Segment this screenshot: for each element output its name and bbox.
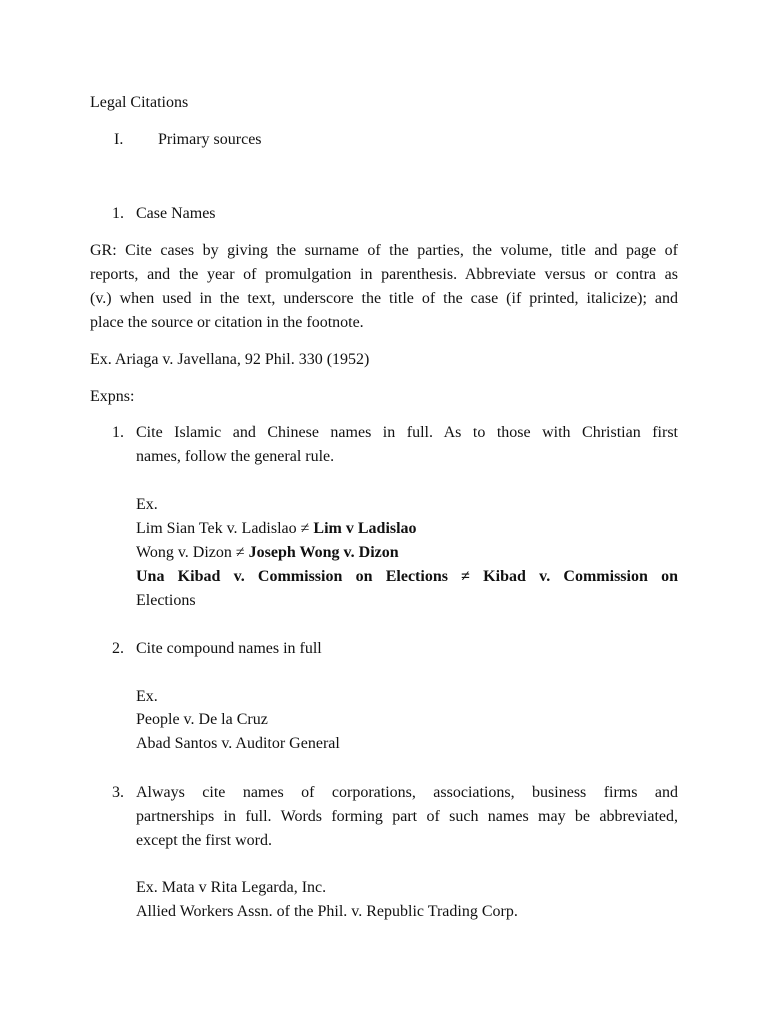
- exception-text: Cite compound names in full: [136, 640, 322, 657]
- general-rule-line: reports, and the year of promulgation in parenthesis. Abbreviate versus or contra as: [90, 266, 678, 283]
- exception-text: [136, 421, 678, 469]
- exception-number: 1.: [112, 424, 124, 441]
- example-line: Una Kibad v. Commission on Elections ≠ Kibad v. Commission on: [136, 568, 678, 585]
- example-incorrect-form: Lim v Ladislao: [313, 520, 417, 537]
- example-text: Wong v. Dizon ≠: [136, 544, 249, 561]
- example-incorrect-form: Joseph Wong v. Dizon: [248, 544, 399, 561]
- general-rule-paragraph: [90, 239, 678, 335]
- example-line: Elections: [136, 592, 196, 609]
- example-line: People v. De la Cruz: [136, 711, 268, 728]
- exception-number: 3.: [112, 784, 124, 801]
- example-line: Abad Santos v. Auditor General: [136, 735, 340, 752]
- exception-line: Always cite names of corporations, associations, business firms and: [136, 784, 678, 801]
- exceptions-label: Expns:: [90, 388, 135, 405]
- example-line: [136, 517, 417, 541]
- exception-text: [136, 781, 678, 853]
- document-title: Legal Citations: [90, 94, 189, 111]
- exception-line: Cite Islamic and Chinese names in full. As to those with Christian first: [136, 424, 678, 441]
- example-line: Ex. Mata v Rita Legarda, Inc.: [136, 879, 327, 896]
- example-line: Allied Workers Assn. of the Phil. v. Republic Trading Corp.: [136, 903, 518, 920]
- exception-line: partnerships in full. Words forming part of such names may be abbreviated,: [136, 808, 678, 825]
- section-numeral: I.: [114, 131, 124, 148]
- general-rule-line: GR: Cite cases by giving the surname of the parties, the volume, title and page of: [90, 242, 678, 259]
- main-example: Ex. Ariaga v. Javellana, 92 Phil. 330 (1952): [90, 351, 370, 368]
- general-rule-line: (v.) when used in the text, underscore the title of the case (if printed, italicize); and: [90, 290, 678, 307]
- example-text: Lim Sian Tek v. Ladislao ≠: [136, 520, 314, 537]
- example-block: [136, 565, 678, 613]
- example-line: [136, 541, 399, 565]
- exception-line: except the first word.: [136, 832, 272, 849]
- subsection-number: 1.: [112, 205, 124, 222]
- exception-line: names, follow the general rule.: [136, 448, 335, 465]
- subsection-heading: Case Names: [136, 205, 216, 222]
- general-rule-line: place the source or citation in the footnote.: [90, 314, 364, 331]
- section-heading: Primary sources: [158, 131, 262, 148]
- example-label: Ex.: [136, 688, 158, 705]
- exception-number: 2.: [112, 640, 124, 657]
- example-label: Ex.: [136, 496, 158, 513]
